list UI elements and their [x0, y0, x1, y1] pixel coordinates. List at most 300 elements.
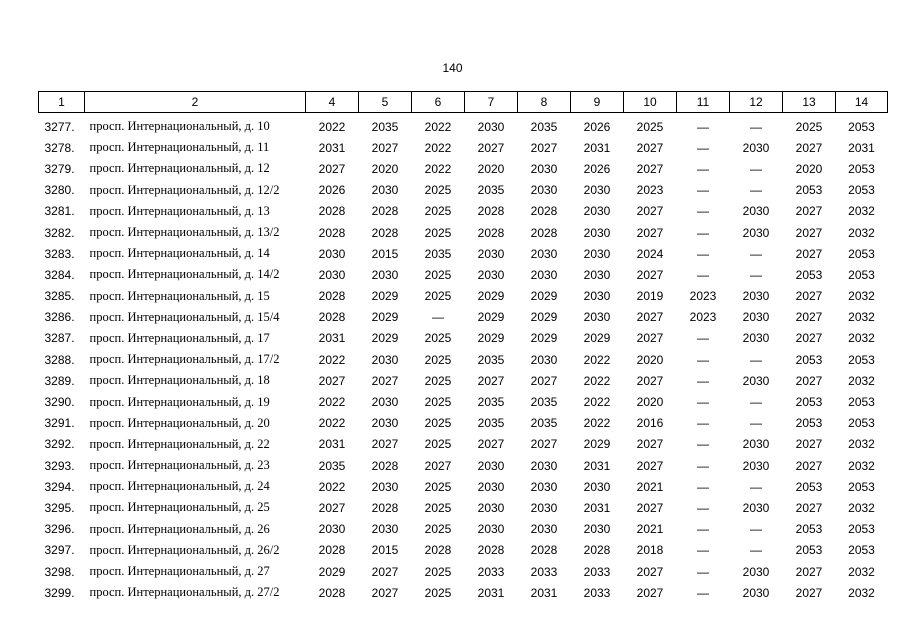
- year-cell: 2053: [795, 395, 823, 410]
- year-cell: —: [697, 183, 709, 198]
- year-cell: —: [750, 161, 762, 176]
- year-cell: 2020: [636, 352, 664, 367]
- year-cell: 2030: [742, 331, 770, 346]
- year-cell: 2030: [583, 246, 611, 261]
- row-number: 3281.: [44, 204, 75, 219]
- year-cell: 2030: [477, 522, 505, 537]
- year-cell: 2035: [477, 395, 505, 410]
- year-cell: 2025: [424, 416, 452, 431]
- year-cell: 2029: [583, 437, 611, 452]
- year-cell: 2027: [636, 564, 664, 579]
- column-header-8: 8: [518, 92, 571, 113]
- year-cell: 2030: [742, 204, 770, 219]
- year-cell: 2027: [795, 204, 823, 219]
- year-cell: 2025: [424, 522, 452, 537]
- year-cell: —: [697, 373, 709, 388]
- year-cell: 2030: [371, 416, 399, 431]
- row-number: 3294.: [44, 479, 75, 494]
- year-cell: 2030: [477, 119, 505, 134]
- address-cell: просп. Интернациональный, д. 12: [89, 161, 270, 176]
- year-cell: 2028: [530, 225, 558, 240]
- year-cell: 2025: [424, 479, 452, 494]
- table-row: [39, 497, 888, 518]
- year-cell: —: [697, 204, 709, 219]
- year-cell: 2031: [318, 140, 346, 155]
- year-cell: 2025: [424, 373, 452, 388]
- year-cell: 2027: [795, 458, 823, 473]
- year-cell: 2029: [371, 331, 399, 346]
- year-cell: 2030: [530, 522, 558, 537]
- table-row: [39, 349, 888, 370]
- year-cell: 2026: [583, 161, 611, 176]
- year-cell: 2020: [371, 161, 399, 176]
- year-cell: 2030: [530, 161, 558, 176]
- year-cell: 2028: [371, 500, 399, 515]
- year-cell: 2053: [848, 161, 875, 176]
- year-cell: 2025: [424, 437, 452, 452]
- year-cell: 2018: [636, 543, 664, 558]
- row-number: 3277.: [44, 119, 75, 134]
- year-cell: 2022: [583, 373, 611, 388]
- year-cell: 2025: [424, 204, 452, 219]
- year-cell: —: [750, 267, 762, 282]
- year-cell: —: [697, 161, 709, 176]
- row-number: 3278.: [44, 140, 75, 155]
- year-cell: 2020: [636, 395, 664, 410]
- column-header-2: 2: [85, 92, 306, 113]
- year-cell: —: [697, 352, 709, 367]
- year-cell: 2028: [530, 543, 558, 558]
- year-cell: 2030: [530, 246, 558, 261]
- year-cell: —: [697, 437, 709, 452]
- row-number: 3293.: [44, 458, 75, 473]
- year-cell: 2027: [795, 310, 823, 325]
- table-row: [39, 286, 888, 307]
- year-cell: —: [697, 564, 709, 579]
- year-cell: 2053: [795, 183, 823, 198]
- year-cell: 2015: [371, 246, 399, 261]
- year-cell: 2031: [318, 437, 346, 452]
- address-cell: просп. Интернациональный, д. 14: [89, 246, 270, 261]
- table-row: [39, 222, 888, 243]
- year-cell: —: [750, 183, 762, 198]
- year-cell: 2032: [848, 564, 875, 579]
- column-header-11: 11: [677, 92, 730, 113]
- row-number: 3288.: [44, 352, 75, 367]
- year-cell: 2030: [477, 458, 505, 473]
- address-cell: просп. Интернациональный, д. 12/2: [89, 182, 280, 197]
- year-cell: 2030: [530, 352, 558, 367]
- year-cell: 2028: [318, 204, 346, 219]
- table-row: [39, 391, 888, 412]
- year-cell: 2053: [848, 119, 875, 134]
- address-cell: просп. Интернациональный, д. 27: [89, 564, 270, 579]
- year-cell: 2030: [477, 246, 505, 261]
- year-cell: 2053: [795, 352, 823, 367]
- year-cell: 2053: [795, 543, 823, 558]
- year-cell: —: [750, 479, 762, 494]
- year-cell: 2030: [530, 479, 558, 494]
- year-cell: 2026: [583, 119, 611, 134]
- table-row: [39, 519, 888, 540]
- year-cell: 2030: [371, 352, 399, 367]
- year-cell: 2028: [371, 204, 399, 219]
- year-cell: 2027: [636, 500, 664, 515]
- row-number: 3289.: [44, 373, 75, 388]
- year-cell: 2029: [477, 289, 505, 304]
- year-cell: 2027: [371, 564, 399, 579]
- year-cell: —: [750, 395, 762, 410]
- year-cell: 2028: [318, 310, 346, 325]
- year-cell: 2028: [371, 225, 399, 240]
- year-cell: 2022: [424, 140, 452, 155]
- row-number: 3295.: [44, 500, 75, 515]
- year-cell: 2027: [371, 437, 399, 452]
- schedule-table: [38, 91, 888, 603]
- year-cell: 2027: [318, 500, 346, 515]
- year-cell: 2030: [583, 204, 611, 219]
- year-cell: 2053: [795, 416, 823, 431]
- year-cell: 2025: [424, 585, 452, 600]
- year-cell: 2053: [848, 522, 875, 537]
- year-cell: —: [697, 585, 709, 600]
- year-cell: 2020: [477, 161, 505, 176]
- table-row: [39, 243, 888, 264]
- year-cell: 2027: [636, 373, 664, 388]
- year-cell: 2028: [318, 585, 346, 600]
- year-cell: 2025: [424, 267, 452, 282]
- year-cell: 2028: [477, 543, 505, 558]
- year-cell: 2025: [636, 119, 664, 134]
- year-cell: —: [750, 119, 762, 134]
- year-cell: 2025: [424, 331, 452, 346]
- address-cell: просп. Интернациональный, д. 10: [89, 119, 270, 134]
- column-header-6: 6: [412, 92, 465, 113]
- row-number: 3280.: [44, 183, 75, 198]
- year-cell: 2031: [848, 140, 875, 155]
- year-cell: 2025: [424, 183, 452, 198]
- year-cell: —: [750, 543, 762, 558]
- row-number: 3286.: [44, 310, 75, 325]
- address-cell: просп. Интернациональный, д. 18: [89, 373, 270, 388]
- table-row: [39, 180, 888, 201]
- year-cell: 2029: [477, 310, 505, 325]
- year-cell: 2027: [636, 585, 664, 600]
- year-cell: 2030: [742, 585, 770, 600]
- address-cell: просп. Интернациональный, д. 24: [89, 479, 270, 494]
- year-cell: —: [697, 479, 709, 494]
- table-row: [39, 582, 888, 603]
- address-cell: просп. Интернациональный, д. 26/2: [89, 542, 280, 557]
- year-cell: 2023: [636, 183, 664, 198]
- year-cell: 2035: [477, 352, 505, 367]
- year-cell: 2030: [371, 395, 399, 410]
- year-cell: 2027: [795, 140, 823, 155]
- year-cell: 2031: [530, 585, 558, 600]
- year-cell: 2032: [848, 437, 875, 452]
- table-row: [39, 328, 888, 349]
- year-cell: 2053: [848, 543, 875, 558]
- year-cell: 2030: [318, 522, 346, 537]
- year-cell: 2027: [636, 161, 664, 176]
- year-cell: 2027: [795, 564, 823, 579]
- year-cell: 2025: [424, 225, 452, 240]
- year-cell: —: [697, 331, 709, 346]
- year-cell: 2030: [530, 183, 558, 198]
- table-row: [39, 113, 888, 138]
- year-cell: 2030: [318, 267, 346, 282]
- year-cell: 2031: [318, 331, 346, 346]
- year-cell: 2030: [742, 458, 770, 473]
- column-header-14: 14: [836, 92, 888, 113]
- table-row: [39, 413, 888, 434]
- year-cell: 2030: [371, 183, 399, 198]
- year-cell: 2030: [530, 458, 558, 473]
- year-cell: 2026: [318, 183, 346, 198]
- address-cell: просп. Интернациональный, д. 20: [89, 415, 270, 430]
- year-cell: 2053: [795, 267, 823, 282]
- year-cell: 2030: [742, 500, 770, 515]
- year-cell: 2023: [689, 289, 717, 304]
- year-cell: 2028: [371, 458, 399, 473]
- year-cell: 2022: [583, 352, 611, 367]
- year-cell: 2022: [583, 416, 611, 431]
- year-cell: 2021: [636, 522, 664, 537]
- year-cell: 2032: [848, 204, 875, 219]
- year-cell: 2016: [636, 416, 664, 431]
- year-cell: —: [432, 310, 444, 325]
- year-cell: 2028: [583, 543, 611, 558]
- year-cell: 2035: [371, 119, 399, 134]
- year-cell: 2028: [318, 289, 346, 304]
- year-cell: 2033: [530, 564, 558, 579]
- year-cell: —: [697, 458, 709, 473]
- table-row: [39, 434, 888, 455]
- year-cell: 2027: [318, 373, 346, 388]
- year-cell: —: [750, 522, 762, 537]
- year-cell: 2029: [477, 331, 505, 346]
- year-cell: 2022: [318, 479, 346, 494]
- year-cell: 2030: [477, 500, 505, 515]
- row-number: 3291.: [44, 416, 75, 431]
- row-number: 3283.: [44, 246, 75, 261]
- year-cell: 2030: [371, 267, 399, 282]
- year-cell: 2029: [371, 289, 399, 304]
- year-cell: 2031: [583, 458, 611, 473]
- address-cell: просп. Интернациональный, д. 26: [89, 521, 270, 536]
- year-cell: 2025: [424, 500, 452, 515]
- year-cell: 2027: [795, 331, 823, 346]
- year-cell: 2053: [795, 522, 823, 537]
- page-number: 140: [442, 61, 463, 75]
- year-cell: 2029: [530, 331, 558, 346]
- table-header: [39, 92, 888, 113]
- year-cell: 2032: [848, 310, 875, 325]
- row-number: 3296.: [44, 522, 75, 537]
- year-cell: 2030: [742, 289, 770, 304]
- year-cell: 2035: [477, 183, 505, 198]
- year-cell: —: [697, 267, 709, 282]
- year-cell: 2029: [530, 289, 558, 304]
- year-cell: 2029: [530, 310, 558, 325]
- year-cell: —: [697, 225, 709, 240]
- address-cell: просп. Интернациональный, д. 15: [89, 288, 270, 303]
- year-cell: 2027: [636, 310, 664, 325]
- year-cell: 2027: [477, 437, 505, 452]
- year-cell: 2027: [477, 140, 505, 155]
- table-row: [39, 264, 888, 285]
- year-cell: 2027: [371, 585, 399, 600]
- year-cell: 2020: [795, 161, 823, 176]
- year-cell: 2053: [848, 395, 875, 410]
- address-cell: просп. Интернациональный, д. 15/4: [89, 309, 280, 324]
- year-cell: —: [697, 543, 709, 558]
- year-cell: —: [750, 352, 762, 367]
- year-cell: 2053: [848, 183, 875, 198]
- year-cell: 2030: [583, 225, 611, 240]
- year-cell: 2032: [848, 225, 875, 240]
- year-cell: 2030: [530, 267, 558, 282]
- year-cell: 2027: [795, 437, 823, 452]
- address-cell: просп. Интернациональный, д. 17/2: [89, 352, 280, 367]
- year-cell: 2030: [371, 479, 399, 494]
- year-cell: 2032: [848, 289, 875, 304]
- year-cell: 2030: [583, 183, 611, 198]
- row-number: 3298.: [44, 564, 75, 579]
- year-cell: 2035: [530, 416, 558, 431]
- row-number: 3284.: [44, 267, 75, 282]
- year-cell: 2027: [636, 331, 664, 346]
- year-cell: 2027: [795, 585, 823, 600]
- year-cell: 2019: [636, 289, 664, 304]
- year-cell: 2027: [371, 140, 399, 155]
- year-cell: 2035: [530, 395, 558, 410]
- address-cell: просп. Интернациональный, д. 25: [89, 500, 270, 515]
- table-row: [39, 137, 888, 158]
- year-cell: 2027: [636, 267, 664, 282]
- address-cell: просп. Интернациональный, д. 27/2: [89, 585, 280, 600]
- row-number: 3285.: [44, 289, 75, 304]
- table-row: [39, 561, 888, 582]
- row-number: 3282.: [44, 225, 75, 240]
- row-number: 3279.: [44, 161, 75, 176]
- year-cell: 2027: [636, 204, 664, 219]
- year-cell: 2028: [477, 204, 505, 219]
- year-cell: 2028: [424, 543, 452, 558]
- year-cell: 2030: [583, 310, 611, 325]
- year-cell: 2035: [424, 246, 452, 261]
- year-cell: 2027: [371, 373, 399, 388]
- year-cell: 2015: [371, 543, 399, 558]
- year-cell: 2028: [530, 204, 558, 219]
- table-row: [39, 158, 888, 179]
- column-header-7: 7: [465, 92, 518, 113]
- year-cell: 2030: [742, 437, 770, 452]
- year-cell: 2027: [636, 437, 664, 452]
- year-cell: 2027: [795, 373, 823, 388]
- year-cell: 2027: [530, 437, 558, 452]
- year-cell: 2029: [583, 331, 611, 346]
- column-header-5: 5: [359, 92, 412, 113]
- year-cell: 2032: [848, 458, 875, 473]
- year-cell: 2027: [424, 458, 452, 473]
- header-row: [39, 92, 888, 113]
- year-cell: 2030: [742, 373, 770, 388]
- year-cell: 2025: [424, 352, 452, 367]
- year-cell: 2024: [636, 246, 664, 261]
- year-cell: 2027: [795, 246, 823, 261]
- year-cell: 2030: [583, 479, 611, 494]
- year-cell: 2053: [848, 416, 875, 431]
- address-cell: просп. Интернациональный, д. 11: [89, 140, 270, 155]
- year-cell: 2030: [477, 267, 505, 282]
- address-cell: просп. Интернациональный, д. 13/2: [89, 225, 280, 240]
- table-row: [39, 201, 888, 222]
- table-row: [39, 540, 888, 561]
- year-cell: 2027: [477, 373, 505, 388]
- row-number: 3297.: [44, 543, 75, 558]
- year-cell: 2027: [636, 458, 664, 473]
- year-cell: 2031: [583, 500, 611, 515]
- year-cell: 2032: [848, 585, 875, 600]
- year-cell: —: [697, 522, 709, 537]
- year-cell: 2022: [424, 119, 452, 134]
- year-cell: 2029: [371, 310, 399, 325]
- row-number: 3287.: [44, 331, 75, 346]
- year-cell: 2022: [318, 119, 346, 134]
- year-cell: 2027: [530, 373, 558, 388]
- year-cell: —: [697, 119, 709, 134]
- year-cell: —: [697, 416, 709, 431]
- year-cell: 2053: [795, 479, 823, 494]
- row-number: 3290.: [44, 395, 75, 410]
- column-header-10: 10: [624, 92, 677, 113]
- year-cell: 2025: [795, 119, 823, 134]
- year-cell: 2022: [318, 352, 346, 367]
- address-cell: просп. Интернациональный, д. 23: [89, 458, 270, 473]
- year-cell: 2032: [848, 373, 875, 388]
- table-row: [39, 370, 888, 391]
- year-cell: 2030: [742, 225, 770, 240]
- table-row: [39, 455, 888, 476]
- year-cell: 2030: [371, 522, 399, 537]
- year-cell: 2025: [424, 289, 452, 304]
- year-cell: 2031: [477, 585, 505, 600]
- year-cell: 2035: [477, 416, 505, 431]
- year-cell: 2027: [795, 289, 823, 304]
- address-cell: просп. Интернациональный, д. 17: [89, 330, 270, 345]
- year-cell: 2032: [848, 500, 875, 515]
- row-number: 3299.: [44, 585, 75, 600]
- year-cell: 2053: [848, 352, 875, 367]
- year-cell: 2030: [583, 267, 611, 282]
- column-header-9: 9: [571, 92, 624, 113]
- year-cell: 2028: [477, 225, 505, 240]
- year-cell: 2027: [636, 225, 664, 240]
- year-cell: 2025: [424, 395, 452, 410]
- year-cell: —: [697, 500, 709, 515]
- year-cell: 2029: [318, 564, 346, 579]
- year-cell: 2033: [583, 585, 611, 600]
- year-cell: 2030: [742, 310, 770, 325]
- year-cell: 2030: [583, 522, 611, 537]
- column-header-12: 12: [730, 92, 783, 113]
- year-cell: 2053: [848, 267, 875, 282]
- column-header-1: 1: [39, 92, 85, 113]
- year-cell: 2035: [318, 458, 346, 473]
- table-row: [39, 307, 888, 328]
- year-cell: 2028: [318, 225, 346, 240]
